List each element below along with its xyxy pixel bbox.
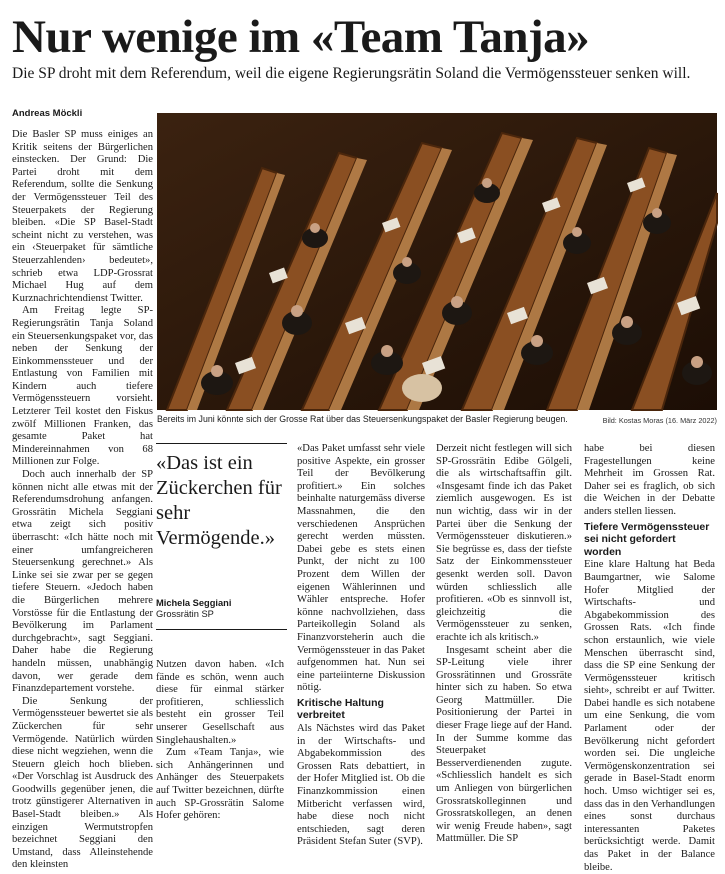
subheading: Kritische Haltung verbreitet bbox=[297, 696, 384, 722]
paragraph: habe bei diesen Fragestellungen keine Mehrheit im Grossen Rat. Daher sei es fraglich, ob sich die Weichen in der Debatte anders stellen liessen. bbox=[584, 443, 715, 517]
paragraph: Die Basler SP muss einiges an Kritik seitens der Bürgerlichen einstecken. Der Grund: Die Partei droht mit dem Referendum, sollte die Senkung der Vermögenssteuer Teil des Steuerpakets der Regierung bleiben. «Die SP Basel-Stadt scheint nicht zu verstehen, was ein ‹Steuerpaket für sämtliche Steuerzahlenden› bedeutet», schrieb etwa LDP-Grossrat Michael Hug auf dem Kurznachrichtendienst Twitter. bbox=[12, 129, 153, 304]
parliament-photo bbox=[157, 113, 717, 410]
pullquote-text: «Das ist ein Zückerchen für sehr Vermögende.» bbox=[156, 452, 282, 549]
paragraph: Nutzen davon haben. «Ich fände es schön, wenn auch diese für einmal stärker profitieren, schliesslich besteht ein grosser Teil unserer Gesellschaft aus Singlehaushalten.» bbox=[156, 659, 284, 746]
paragraph: Als Nächstes wird das Paket in der Wirtschafts- und Abgabekommission des Grossen Rats debattiert, in der Hofer Mitglied ist. Ob die Finanzkommission einen Mitbericht verfassen wird, habe diese noch nicht entschieden, sagt deren Präsident Stefan Suter (SVP). bbox=[297, 723, 425, 848]
paragraph: Doch auch innerhalb der SP können nicht alle etwas mit der Referendumsdrohung anfangen. Grossrätin Michela Seggiani etwa zeigt sich positiv überrascht: «Ich hätte noch mit einer umfangreicheren Steuersenkung gerechnet.» Als Linke sei sie zwar per se gegen tiefere Steuern. «Jedoch haben die Bürgerlichen mehrere Vorstösse für die Entlastung der Bevölkerung im Parlament durchgebracht», sagt Seggiani. Daher habe die Regierung handeln müssen, unabhängig davon, wer gerade dem Finanzdepartement vorstehe. bbox=[12, 469, 153, 695]
paragraph: Am Freitag legte SP-Regierungsrätin Tanja Soland ein Steuersenkungspaket vor, das neben der Senkung der Einkommenssteuer und der Entlastung von Familien mit Kindern auch tiefere Vermögenssteuern vorsieht. Letzterer Teil kostet den Fiskus zwölf Millionen Franken, das gesamte Paket hat Mindereinnahmen von 68 Millionen zur Folge. bbox=[12, 305, 153, 468]
paragraph: Insgesamt scheint aber die SP-Leitung viele ihrer Grossrätinnen und Grossräte hinter sich zu haben. So etwa Georg Mattmüller. Die Positionierung der Partei in dieser Frage liege auf der Hand. In der Summe komme das Steuerpaket Besserverdienenden zugute. «Schliesslich handelt es sich um Anliegen von bürgerlichen Grossratskolleginnen und Grossratskollegen, an denen wir wenig Freude haben», sagt Mattmüller. Die SP bbox=[436, 644, 572, 845]
photo-illustration bbox=[157, 113, 717, 410]
photo-credit: Bild: Kostas Moras (16. März 2022) bbox=[602, 416, 717, 425]
paragraph: Derzeit nicht festlegen will sich SP-Grossrätin Edibe Gölgeli, die als wirtschaftsaffin gilt. «Insgesamt finde ich das Paket ziemlich ausgewogen. Es ist nun wichtig, dass wir in der Partei über die Senkung der Vermögenssteuer diskutieren.» Sie begrüsse es, dass der tiefste Satz der Einkommenssteuer gesenkt werden soll. Davon würden schliesslich alle profitieren. «Ob es sinnvoll ist, gleichzeitig die Vermögenssteuer zu senken, erachte ich als kritisch.» bbox=[436, 443, 572, 643]
subheading: Tiefere Vermögenssteuer sei nicht gefordert worden bbox=[584, 520, 710, 558]
paragraph: «Das Paket umfasst sehr viele positive Aspekte, ein grosser Teil der Bevölkerung profitiert.» Ein solches beinhalte naturgemäss diverse Massnahmen, die den verschiedenen Ansprüchen gerecht werden müssten. Dabei gebe es stets einen Punkt, der nicht zu 100 Prozent dem Willen der eigenen Wählerinnen und Wähler entspreche. Hofer könne nachvollziehen, dass Parteikollegin Soland als Finanzvorsteherin auch die Vermögenssteuer in das Paket aufgenommen hat. Nun sei eine parteiinterne Diskussion nötig. bbox=[297, 443, 425, 694]
headline: Nur wenige im «Team Tanja» bbox=[12, 11, 590, 63]
pullquote bbox=[156, 443, 287, 633]
divider bbox=[156, 443, 287, 444]
pullquote-role: Grossrätin SP bbox=[156, 609, 214, 619]
subhead: Die SP droht mit dem Referendum, weil die eigene Regierungsrätin Soland die Vermögenssteuer senken will. bbox=[12, 65, 691, 82]
column-2 bbox=[156, 659, 284, 822]
column-1 bbox=[12, 129, 153, 871]
column-5 bbox=[584, 443, 715, 873]
column-3 bbox=[297, 443, 425, 848]
paragraph: Eine klare Haltung hat Beda Baumgartner, wie Salome Hofer Mitglied der Wirtschafts- und Abgabekommission des Grossen Rats. «Ich finde schon erstaunlich, wie viele Menschen überrascht sind, dass die SP eine Senkung der Vermögenssteuer kritisch sieht», schreibt er auf Twitter. Dabei handle es sich notabene um eine Senkung, die vom Parlament oder der Bevölkerung nicht gefordert worden sei. Die ungleiche Vermögenskonzentration sei gerade in Basel-Stadt enorm hoch. Umso wichtiger sei es, dass das in den Verhandlungen eines sonst durchaus interessanten Paketes berücksichtigt werde. Damit das Paket in der Balance bleibe. bbox=[584, 559, 715, 873]
column-4 bbox=[436, 443, 572, 845]
author-byline: Andreas Möckli bbox=[12, 108, 83, 119]
pullquote-name: Michela Seggiani bbox=[156, 598, 232, 608]
paragraph: Die Senkung der Vermögenssteuer bewertet sie als Zückerchen für sehr Vermögende. Natürlich würden diese nicht wegziehen, wenn die Steuern gleich hoch blieben. «Der Vorschlag ist Ausdruck des Goodwills gegenüber jenen, die trotz günstigerer Alternativen in Basel-Stadt bleiben.» Als einzigen Wermutstropfen bezeichnet Seggiani den Umstand, dass Alleinstehende den kleinsten bbox=[12, 695, 153, 871]
paragraph: Zum «Team Tanja», wie sich Anhängerinnen und Anhänger des Steuerpakets auf Twitter bezeichnen, dürfte auch SP-Grossrätin Salome Hofer gehören: bbox=[156, 747, 284, 822]
divider bbox=[156, 629, 287, 630]
photo-caption: Bereits im Juni könnte sich der Grosse Rat über das Steuersenkungspaket der Basler Regierung beugen. bbox=[157, 414, 568, 424]
